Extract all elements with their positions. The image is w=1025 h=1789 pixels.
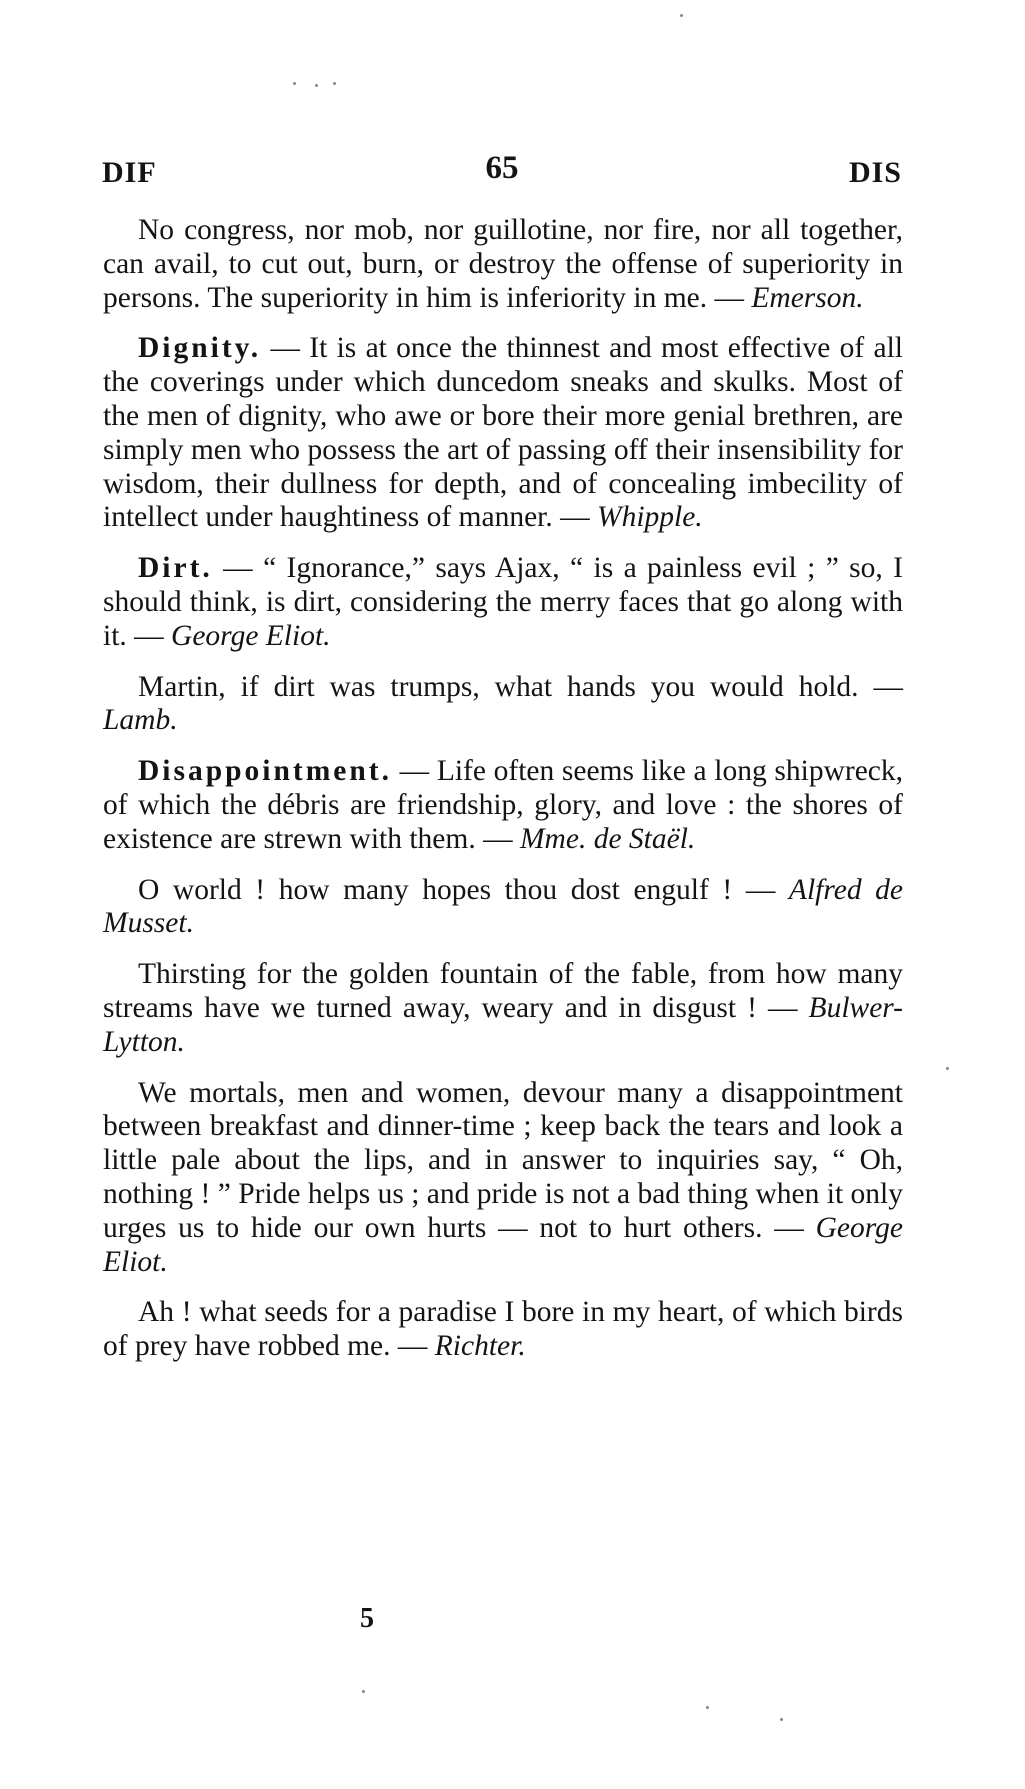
entry-dignity: [103, 332, 903, 535]
quote-author: George Eliot.: [171, 619, 331, 652]
quotation-paragraph: [103, 1296, 903, 1364]
quote-author: Emerson.: [751, 281, 864, 314]
entry-heading: Dignity.: [138, 332, 262, 365]
entry-heading: Disappointment.: [138, 755, 392, 788]
quote-author: Lamb.: [103, 704, 178, 737]
right-guide-word: DIS: [848, 156, 902, 189]
running-header: [102, 150, 902, 200]
quote-text: No congress, nor mob, nor guillotine, nor fire, nor all together, can avail, to cut out, burn, or destroy the offense of superiority in persons. The superiority in him is inferiority in me. —: [103, 214, 903, 314]
entry-disappointment: [103, 755, 903, 856]
entry-heading: Dirt.: [138, 552, 213, 585]
quote-author: George Eliot.: [103, 1211, 903, 1278]
paper-speck: [780, 1718, 783, 1721]
paper-speck: [293, 82, 296, 85]
paper-speck: [362, 1690, 365, 1693]
quotation-paragraph: [103, 958, 903, 1059]
left-guide-word: DIF: [102, 156, 157, 189]
quote-text: Ah ! what seeds for a paradise I bore in my heart, of which birds of prey have robbed me. —: [103, 1296, 903, 1363]
paper-speck: [680, 14, 683, 17]
entry-dirt: [103, 552, 903, 653]
page-number: 65: [485, 150, 519, 186]
quotation-paragraph: [103, 214, 903, 315]
quotation-paragraph: [103, 1077, 903, 1280]
quote-text: Life often seems like a long shipwreck, of which the débris are friendship, glory, and love : the shores of existence are strewn with them. —: [103, 755, 904, 855]
paper-speck: [946, 1067, 949, 1070]
entry-separator: —: [212, 552, 264, 585]
quote-text: Martin, if dirt was trumps, what hands you would hold. —: [138, 670, 903, 703]
quotation-paragraph: [103, 874, 903, 942]
quote-author: Richter.: [434, 1330, 526, 1363]
quote-author: Alfred de Musset.: [103, 873, 903, 940]
entry-separator: —: [392, 755, 437, 788]
quote-text: It is at once the thinnest and most effective of all the coverings under which duncedom sneaks and skulks. Most of the men of dignity, who awe or bore their more genial brethren, are simply men who possess the art of passing off their insensibility for wisdom, their dullness for depth, and of concealing imbecility of intellect under haughtiness of manner. —: [103, 332, 904, 534]
quote-text: “ Ignorance,” says Ajax, “ is a painless evil ; ” so, I should think, is dirt, considering the merry faces that go along with it. —: [103, 552, 903, 652]
quote-author: Whipple.: [597, 501, 703, 534]
paper-speck: [333, 82, 336, 85]
entry-separator: —: [261, 332, 310, 365]
paper-speck: [315, 84, 318, 87]
quote-text: We mortals, men and women, devour many a disappointment between breakfast and dinner-time ; keep back the tears and look a little pale about the lips, and in answer to inquiries say, “ Oh, nothing ! ” Pride helps us ; and pride is not a bad thing when it only urges us to hide our own hurts — not to hurt others. —: [103, 1076, 903, 1244]
quote-author: Bulwer-Lytton.: [103, 991, 903, 1058]
quotation-body: [103, 214, 903, 1364]
quote-author: Mme. de Staël.: [519, 822, 696, 855]
quote-text: Thirsting for the golden fountain of the fable, from how many streams have we turned away, weary and in disgust ! —: [103, 958, 903, 1024]
quote-text: O world ! how many hopes thou dost engulf ! —: [138, 873, 789, 906]
signature-mark: 5: [360, 1603, 374, 1634]
quotation-paragraph: [103, 671, 903, 739]
paper-speck: [706, 1706, 709, 1709]
